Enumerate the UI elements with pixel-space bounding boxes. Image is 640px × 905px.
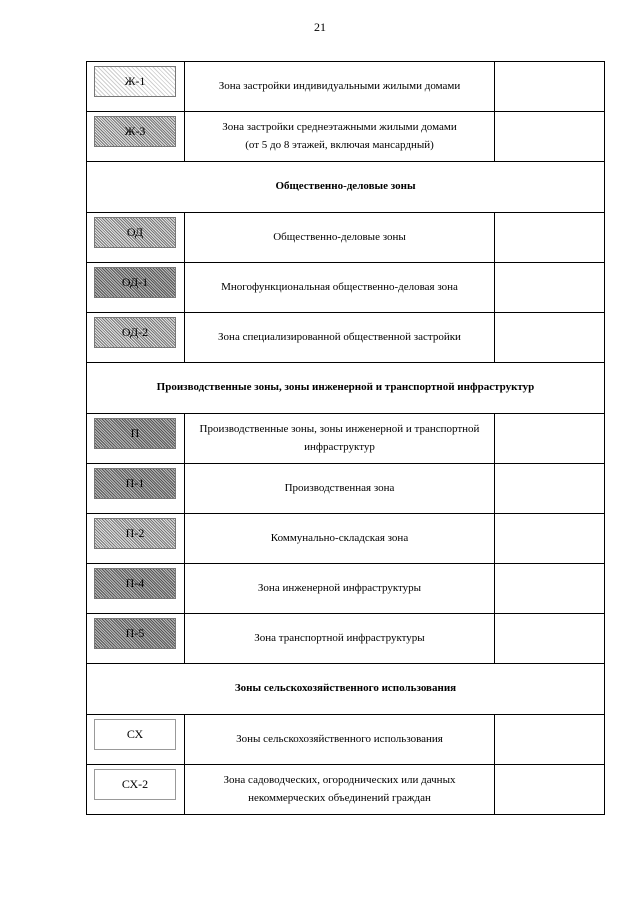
section-heading: Общественно-деловые зоны: [87, 162, 605, 213]
zone-legend-swatch: ОД-1: [94, 267, 176, 298]
zone-legend-swatch: П-5: [94, 618, 176, 649]
zone-legend-swatch: Ж-1: [94, 66, 176, 97]
zone-description-cell: [185, 564, 495, 614]
zone-description: Зона застройки среднеэтажными жилыми домами: [222, 121, 457, 134]
zone-description: Производственные зоны, зоны инженерной и транспортной инфраструктур: [199, 423, 480, 453]
zone-code-cell: [87, 715, 185, 765]
empty-cell: [495, 514, 605, 564]
empty-cell: [495, 62, 605, 112]
table-row: [87, 464, 605, 514]
empty-cell: [495, 414, 605, 464]
zone-description-cell: [185, 765, 495, 815]
table-row: [87, 765, 605, 815]
zone-legend-swatch: П-4: [94, 568, 176, 599]
zones-table: [86, 61, 605, 815]
zone-legend-swatch: ОД: [94, 217, 176, 248]
zone-legend-swatch: СХ: [94, 719, 176, 750]
zone-legend-swatch: СХ-2: [94, 769, 176, 800]
zone-legend-swatch: ОД-2: [94, 317, 176, 348]
empty-cell: [495, 614, 605, 664]
section-heading-row: [87, 162, 605, 213]
zone-description-cell: [185, 313, 495, 363]
table-row: [87, 313, 605, 363]
table-row: [87, 213, 605, 263]
zone-description-cell: [185, 464, 495, 514]
zone-code-cell: [87, 514, 185, 564]
zone-description: Зона застройки индивидуальными жилыми домами: [218, 79, 461, 92]
empty-cell: [495, 112, 605, 162]
empty-cell: [495, 213, 605, 263]
zones-table-body: [87, 62, 605, 815]
table-row: [87, 62, 605, 112]
zone-description: Зона садоводческих, огороднических или дачных некоммерческих объединений граждан: [223, 774, 456, 804]
empty-cell: [495, 263, 605, 313]
zone-code-cell: [87, 263, 185, 313]
zone-legend-swatch: П-1: [94, 468, 176, 499]
zone-description-cell: [185, 213, 495, 263]
zone-description-cell: [185, 414, 495, 464]
section-heading: Зоны сельскохозяйственного использования: [87, 664, 605, 715]
empty-cell: [495, 715, 605, 765]
section-heading: Производственные зоны, зоны инженерной и транспортной инфраструктур: [87, 363, 605, 414]
section-heading-row: [87, 363, 605, 414]
table-row: [87, 614, 605, 664]
zone-description: Общественно-деловые зоны: [273, 230, 406, 243]
zone-description: Многофункциональная общественно-деловая зона: [221, 280, 458, 293]
table-row: [87, 414, 605, 464]
zone-code-cell: [87, 213, 185, 263]
zone-description: Зона транспортной инфраструктуры: [254, 631, 425, 644]
zone-description: Производственная зона: [284, 481, 395, 494]
zone-description-cell: [185, 614, 495, 664]
zone-description-cell: [185, 263, 495, 313]
table-row: [87, 112, 605, 162]
empty-cell: [495, 564, 605, 614]
zone-code-cell: [87, 313, 185, 363]
zone-description-cell: [185, 715, 495, 765]
section-heading-row: [87, 664, 605, 715]
table-row: [87, 263, 605, 313]
zone-code-cell: [87, 112, 185, 162]
zone-code-cell: [87, 464, 185, 514]
zone-description: Коммунально-складская зона: [270, 531, 409, 544]
zone-description: Зона специализированной общественной застройки: [218, 330, 461, 343]
zone-description: Зоны сельскохозяйственного использования: [236, 732, 443, 745]
table-row: [87, 514, 605, 564]
zone-code-cell: [87, 62, 185, 112]
zone-legend-swatch: П: [94, 418, 176, 449]
zone-description-note: (от 5 до 8 этажей, включая мансардный): [245, 138, 434, 151]
zone-legend-swatch: П-2: [94, 518, 176, 549]
page-number: 21: [314, 20, 326, 34]
empty-cell: [495, 313, 605, 363]
zone-description-cell: [185, 514, 495, 564]
zone-code-cell: [87, 614, 185, 664]
zone-code-cell: [87, 765, 185, 815]
zone-code-cell: [87, 564, 185, 614]
zone-description-cell: [185, 112, 495, 162]
zone-description-cell: [185, 62, 495, 112]
table-row: [87, 564, 605, 614]
table-row: [87, 715, 605, 765]
zone-description: Зона инженерной инфраструктуры: [257, 581, 422, 594]
zone-code-cell: [87, 414, 185, 464]
empty-cell: [495, 765, 605, 815]
zone-legend-swatch: Ж-3: [94, 116, 176, 147]
empty-cell: [495, 464, 605, 514]
